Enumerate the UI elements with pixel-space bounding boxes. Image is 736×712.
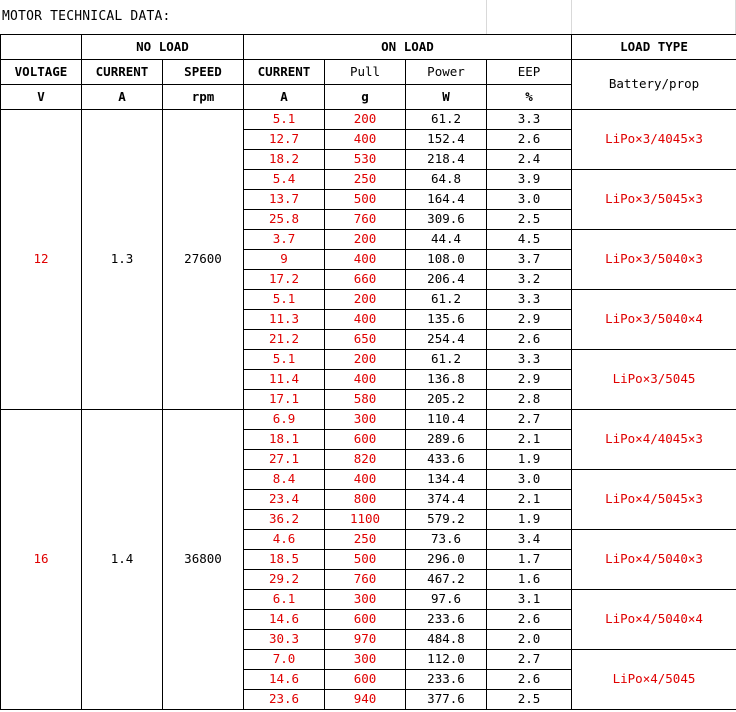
load-current-cell: 29.2 [244,570,325,590]
eep-cell: 3.7 [487,250,572,270]
load-current-cell: 17.1 [244,390,325,410]
power-cell: 309.6 [406,210,487,230]
eep-cell: 2.5 [487,210,572,230]
header-load-type: LOAD TYPE [572,35,736,60]
pull-cell: 200 [325,110,406,130]
eep-cell: 2.9 [487,370,572,390]
load-current-cell: 18.5 [244,550,325,570]
power-cell: 110.4 [406,410,487,430]
power-cell: 61.2 [406,290,487,310]
load-current-cell: 12.7 [244,130,325,150]
power-cell: 73.6 [406,530,487,550]
load-current-cell: 23.4 [244,490,325,510]
eep-cell: 3.3 [487,290,572,310]
header-empty-cell [1,35,82,60]
header-on-load: ON LOAD [244,35,572,60]
pull-cell: 300 [325,410,406,430]
load-current-cell: 27.1 [244,450,325,470]
header-voltage: VOLTAGE [1,60,82,85]
pull-cell: 600 [325,610,406,630]
speed-cell: 36800 [163,410,244,710]
pull-cell: 400 [325,250,406,270]
pull-cell: 940 [325,690,406,710]
eep-cell: 2.6 [487,670,572,690]
unit-ol-current: A [244,85,325,110]
power-cell: 484.8 [406,630,487,650]
load-current-cell: 5.1 [244,290,325,310]
motor-data-table [0,34,736,710]
no-load-current-cell: 1.4 [82,410,163,710]
load-current-cell: 18.1 [244,430,325,450]
load-current-cell: 14.6 [244,670,325,690]
pull-cell: 250 [325,170,406,190]
pull-cell: 200 [325,290,406,310]
eep-cell: 2.7 [487,410,572,430]
load-current-cell: 23.6 [244,690,325,710]
power-cell: 206.4 [406,270,487,290]
load-current-cell: 5.4 [244,170,325,190]
power-cell: 44.4 [406,230,487,250]
eep-cell: 3.0 [487,190,572,210]
load-current-cell: 7.0 [244,650,325,670]
load-type-cell: LiPo×3/4045×3 [572,110,736,170]
load-current-cell: 25.8 [244,210,325,230]
load-current-cell: 6.9 [244,410,325,430]
pull-cell: 650 [325,330,406,350]
pull-cell: 600 [325,430,406,450]
header-no-load: NO LOAD [82,35,244,60]
power-cell: 377.6 [406,690,487,710]
eep-cell: 2.4 [487,150,572,170]
power-cell: 254.4 [406,330,487,350]
load-type-cell: LiPo×4/5040×3 [572,530,736,590]
pull-cell: 500 [325,550,406,570]
voltage-cell: 12 [1,110,82,410]
power-cell: 135.6 [406,310,487,330]
power-cell: 64.8 [406,170,487,190]
load-current-cell: 36.2 [244,510,325,530]
load-current-cell: 11.3 [244,310,325,330]
eep-cell: 4.5 [487,230,572,250]
load-current-cell: 30.3 [244,630,325,650]
eep-cell: 3.2 [487,270,572,290]
pull-cell: 800 [325,490,406,510]
header-pull: Pull [325,60,406,85]
pull-cell: 400 [325,370,406,390]
eep-cell: 3.3 [487,350,572,370]
power-cell: 61.2 [406,350,487,370]
pull-cell: 200 [325,230,406,250]
load-current-cell: 8.4 [244,470,325,490]
pull-cell: 530 [325,150,406,170]
load-current-cell: 4.6 [244,530,325,550]
eep-cell: 1.9 [487,510,572,530]
voltage-cell: 16 [1,410,82,710]
eep-cell: 2.6 [487,330,572,350]
gridline [486,0,487,34]
power-cell: 152.4 [406,130,487,150]
eep-cell: 2.6 [487,130,572,150]
eep-cell: 3.4 [487,530,572,550]
header-battery-prop: Battery/prop [572,60,736,110]
unit-pull: g [325,85,406,110]
header-nl-current: CURRENT [82,60,163,85]
power-cell: 112.0 [406,650,487,670]
load-current-cell: 5.1 [244,110,325,130]
load-current-cell: 18.2 [244,150,325,170]
power-cell: 218.4 [406,150,487,170]
power-cell: 433.6 [406,450,487,470]
pull-cell: 200 [325,350,406,370]
power-cell: 579.2 [406,510,487,530]
pull-cell: 400 [325,310,406,330]
header-speed: SPEED [163,60,244,85]
pull-cell: 580 [325,390,406,410]
power-cell: 233.6 [406,670,487,690]
load-current-cell: 17.2 [244,270,325,290]
pull-cell: 500 [325,190,406,210]
eep-cell: 2.6 [487,610,572,630]
eep-cell: 3.9 [487,170,572,190]
header-row-groups [1,35,736,60]
eep-cell: 3.1 [487,590,572,610]
speed-cell: 27600 [163,110,244,410]
load-type-cell: LiPo×4/5040×4 [572,590,736,650]
sheet-title-row [0,0,736,34]
eep-cell: 3.0 [487,470,572,490]
pull-cell: 660 [325,270,406,290]
power-cell: 108.0 [406,250,487,270]
power-cell: 136.8 [406,370,487,390]
unit-speed: rpm [163,85,244,110]
load-current-cell: 9 [244,250,325,270]
power-cell: 467.2 [406,570,487,590]
eep-cell: 2.7 [487,650,572,670]
power-cell: 164.4 [406,190,487,210]
header-power: Power [406,60,487,85]
eep-cell: 1.6 [487,570,572,590]
no-load-current-cell: 1.3 [82,110,163,410]
power-cell: 296.0 [406,550,487,570]
eep-cell: 1.7 [487,550,572,570]
header-row-columns [1,60,736,85]
load-type-cell: LiPo×4/5045 [572,650,736,710]
load-current-cell: 6.1 [244,590,325,610]
eep-cell: 2.5 [487,690,572,710]
load-current-cell: 11.4 [244,370,325,390]
pull-cell: 400 [325,130,406,150]
pull-cell: 1100 [325,510,406,530]
pull-cell: 300 [325,590,406,610]
power-cell: 134.4 [406,470,487,490]
load-current-cell: 14.6 [244,610,325,630]
load-type-cell: LiPo×3/5040×3 [572,230,736,290]
power-cell: 205.2 [406,390,487,410]
eep-cell: 3.3 [487,110,572,130]
load-current-cell: 5.1 [244,350,325,370]
eep-cell: 1.9 [487,450,572,470]
power-cell: 97.6 [406,590,487,610]
pull-cell: 400 [325,470,406,490]
header-eep: EEP [487,60,572,85]
eep-cell: 2.1 [487,490,572,510]
power-cell: 233.6 [406,610,487,630]
power-cell: 374.4 [406,490,487,510]
unit-nl-current: A [82,85,163,110]
load-type-cell: LiPo×3/5045×3 [572,170,736,230]
pull-cell: 300 [325,650,406,670]
eep-cell: 2.1 [487,430,572,450]
unit-power: W [406,85,487,110]
pull-cell: 250 [325,530,406,550]
load-type-cell: LiPo×4/4045×3 [572,410,736,470]
table-row [1,110,736,130]
load-current-cell: 3.7 [244,230,325,250]
load-type-cell: LiPo×3/5045 [572,350,736,410]
load-type-cell: LiPo×4/5045×3 [572,470,736,530]
header-ol-current: CURRENT [244,60,325,85]
pull-cell: 820 [325,450,406,470]
eep-cell: 2.9 [487,310,572,330]
gridline [571,0,572,34]
pull-cell: 760 [325,210,406,230]
eep-cell: 2.8 [487,390,572,410]
pull-cell: 760 [325,570,406,590]
unit-voltage: V [1,85,82,110]
load-type-cell: LiPo×3/5040×4 [572,290,736,350]
eep-cell: 2.0 [487,630,572,650]
load-current-cell: 13.7 [244,190,325,210]
table-row [1,410,736,430]
sheet-title: MOTOR TECHNICAL DATA: [2,9,171,24]
pull-cell: 600 [325,670,406,690]
pull-cell: 970 [325,630,406,650]
power-cell: 61.2 [406,110,487,130]
unit-eep: % [487,85,572,110]
power-cell: 289.6 [406,430,487,450]
load-current-cell: 21.2 [244,330,325,350]
